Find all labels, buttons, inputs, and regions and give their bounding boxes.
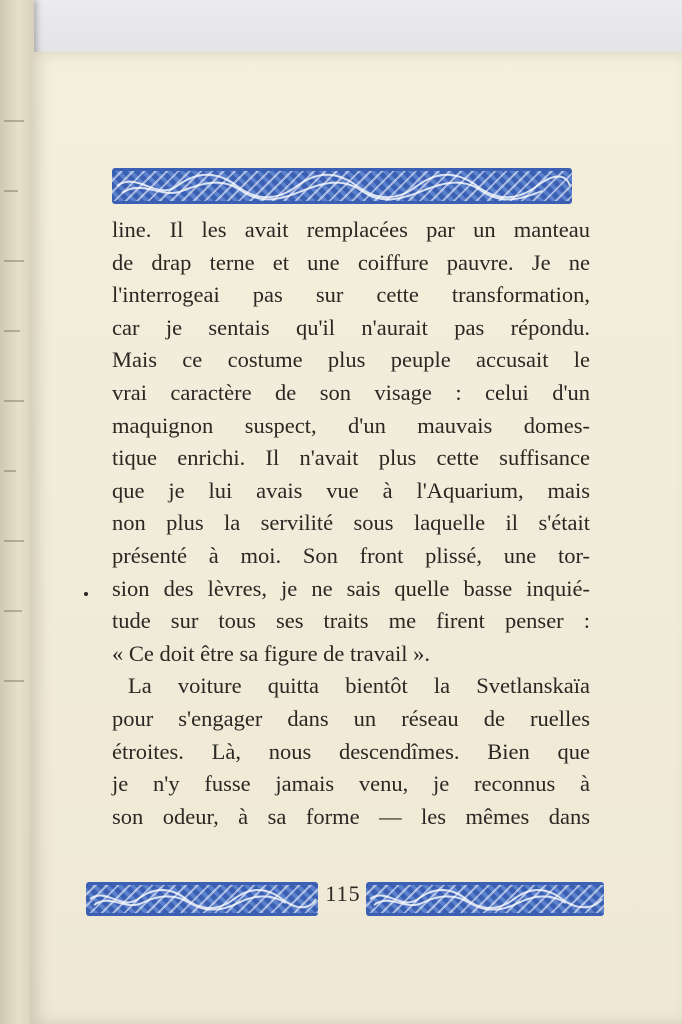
text-line: vrai caractère de son visage : celui d'un [112, 379, 590, 405]
bottom-left-ornament-band [86, 882, 318, 916]
text-line: que je lui avais vue à l'Aquarium, mais [112, 477, 590, 503]
text-line: maquignon suspect, d'un mauvais domes- [112, 412, 590, 438]
page-body-text [112, 214, 590, 833]
text-line: de drap terne et une coiffure pauvre. Je ne [112, 249, 590, 275]
text-line: car je sentais qu'il n'aurait pas répondu. [112, 314, 590, 340]
paragraph-start-line: La voiture quitta bientôt la Svetlanskaïa [128, 673, 590, 699]
text-line: Mais ce costume plus peuple accusait le [112, 347, 590, 373]
text-line: tude sur tous ses traits me firent penser : [112, 608, 590, 634]
text-line: tique enrichi. Il n'avait plus cette suffisance [112, 445, 590, 471]
text-line: « Ce doit être sa figure de travail ». [112, 640, 431, 666]
bottom-right-ornament-band [366, 882, 604, 916]
text-line: non plus la servilité sous laquelle il s'était [112, 510, 590, 536]
ink-speck [84, 592, 88, 596]
text-line: line. Il les avait remplacées par un manteau [112, 217, 590, 242]
text-line: son odeur, à sa forme — les mêmes dans [112, 803, 590, 829]
top-ornament-band [112, 168, 572, 204]
page-number: 115 [325, 881, 361, 906]
text-line: présenté à moi. Son front plissé, une tor- [112, 542, 590, 568]
text-line: sion des lèvres, je ne sais quelle basse inquié- [112, 575, 590, 601]
previous-page-edge [0, 0, 34, 1024]
text-line: l'interrogeai pas sur cette transformation, [112, 282, 590, 308]
text-line: étroites. Là, nous descendîmes. Bien que [112, 738, 590, 764]
text-line: je n'y fusse jamais venu, je reconnus à [112, 771, 590, 797]
text-line: pour s'engager dans un réseau de ruelles [112, 705, 590, 731]
